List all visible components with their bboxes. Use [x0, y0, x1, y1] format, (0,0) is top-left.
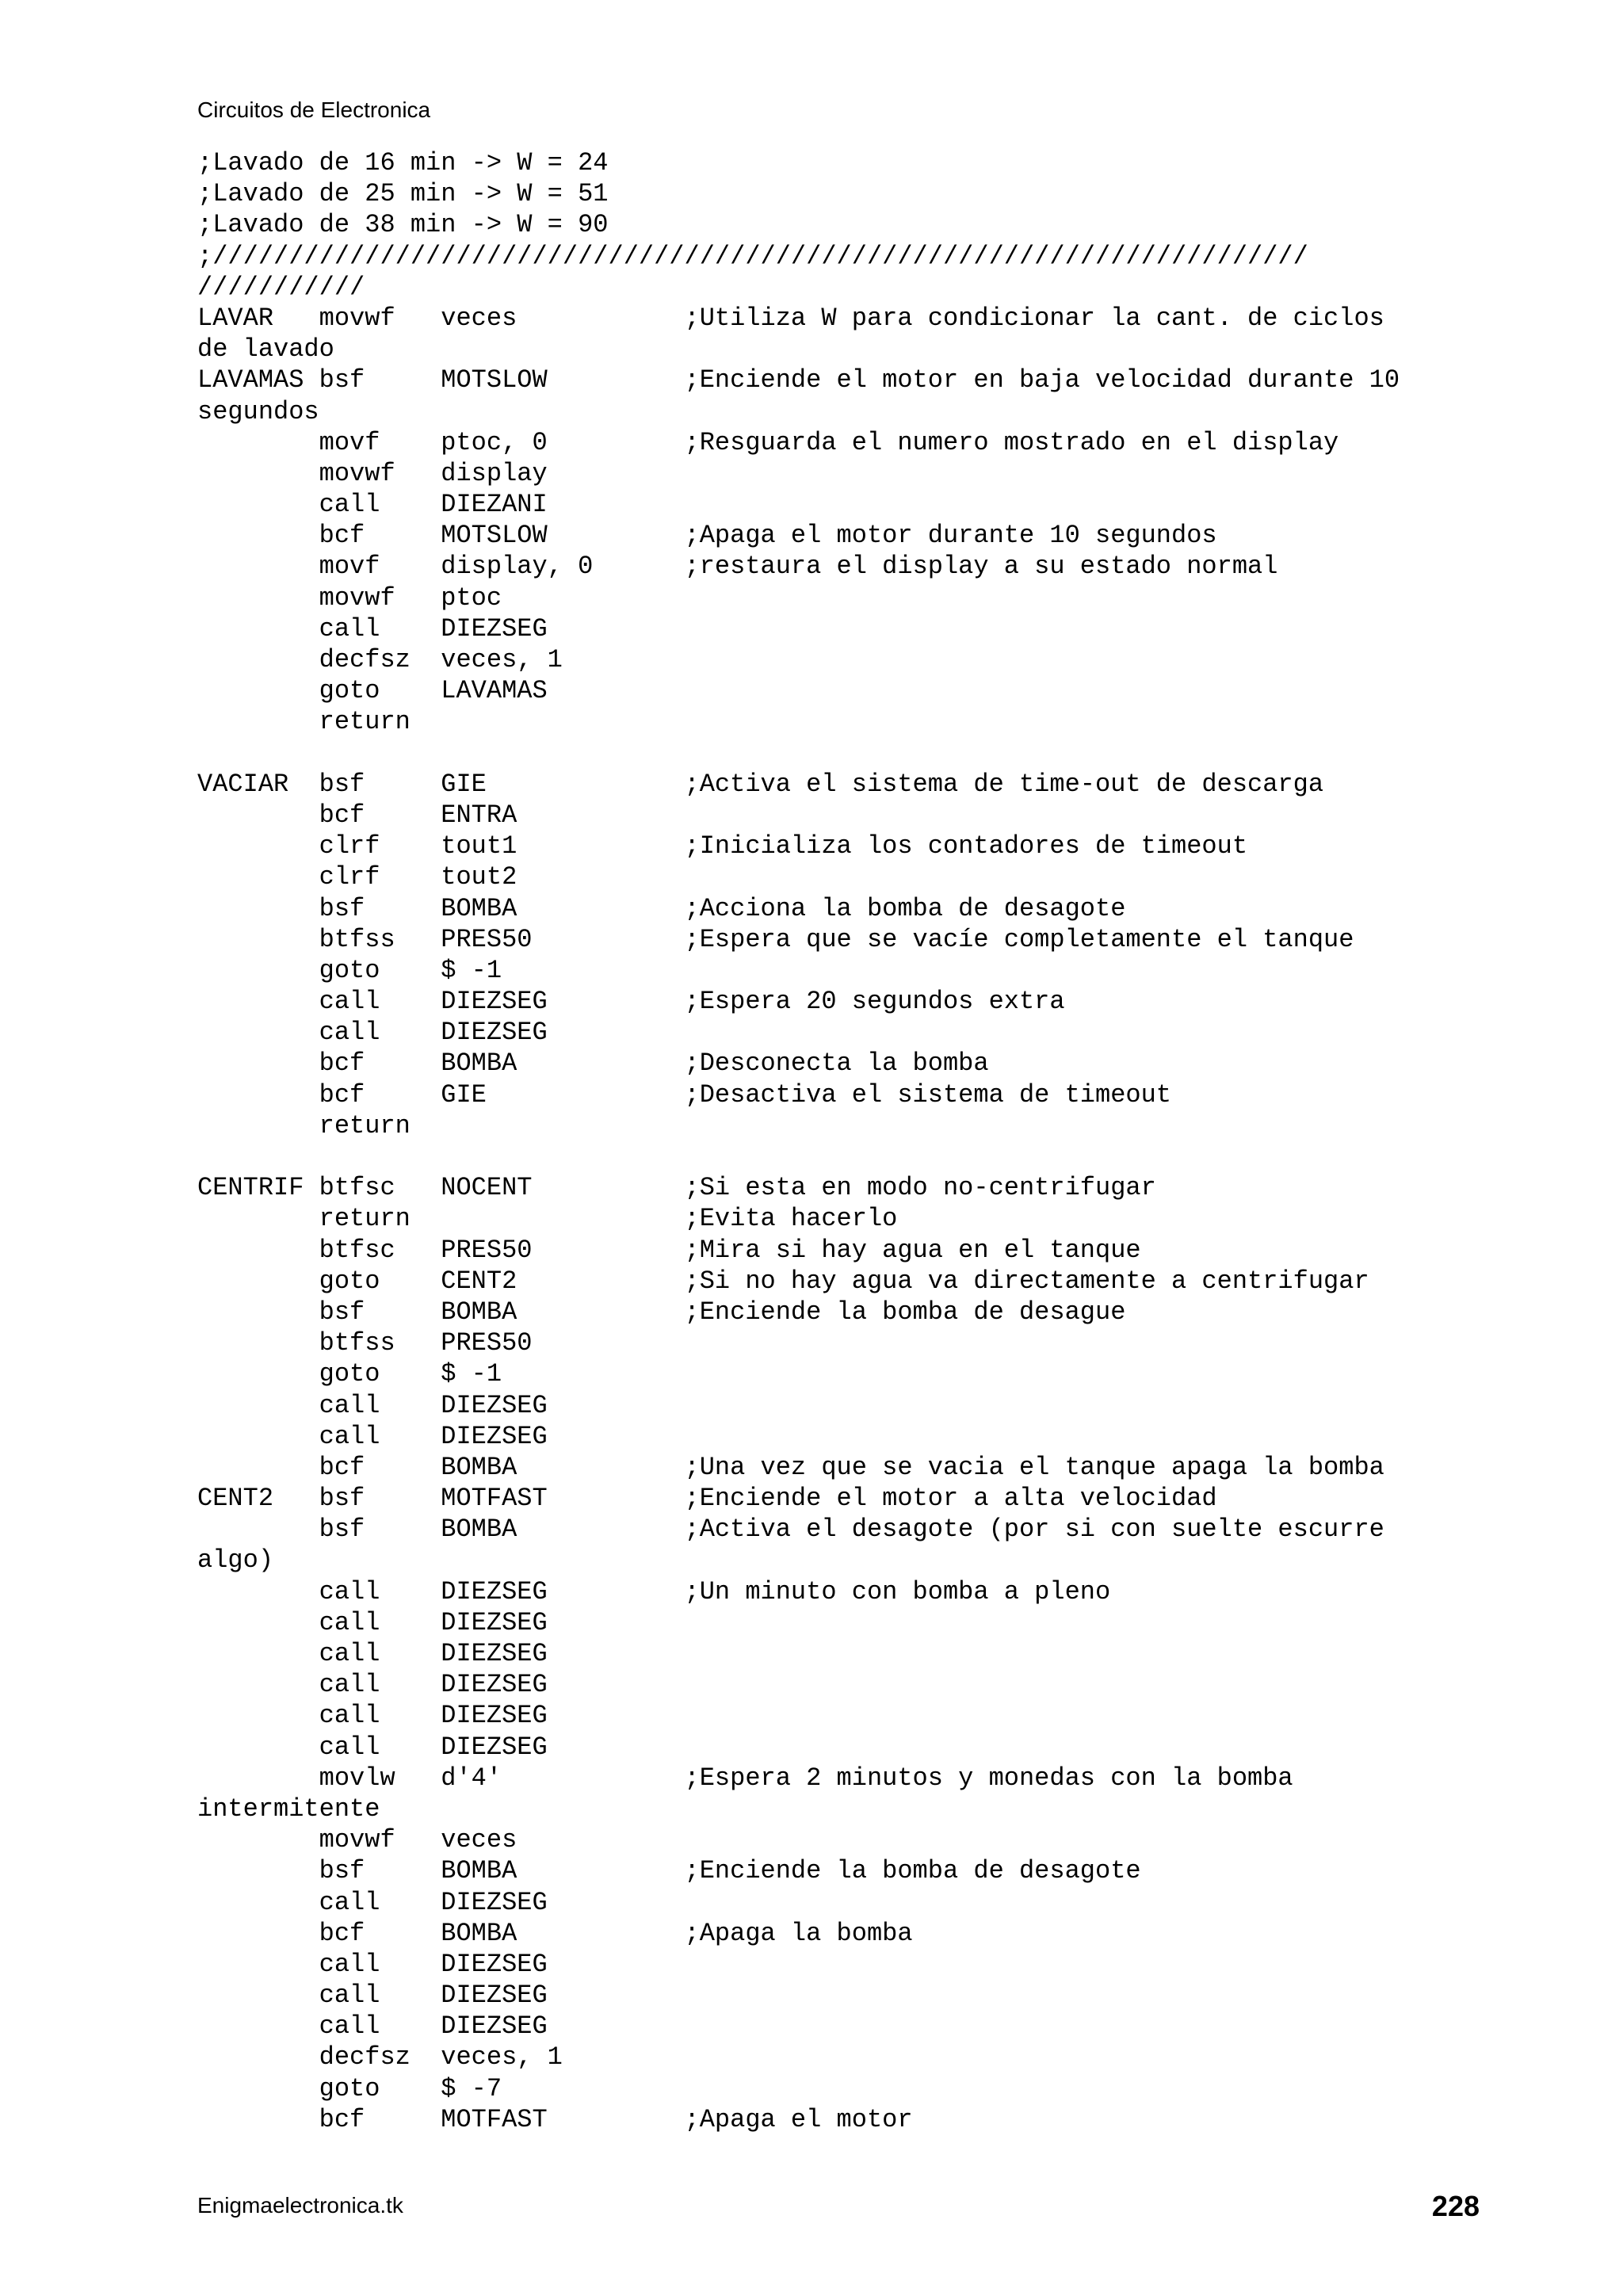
code-line: LAVAMAS bsf MOTSLOW ;Enciende el motor en baja velocidad durante 10	[197, 365, 1400, 395]
code-line: algo)	[197, 1545, 274, 1576]
code-line: bcf MOTFAST ;Apaga el motor	[197, 2104, 913, 2134]
code-line: ;Lavado de 16 min -> W = 24	[197, 148, 609, 178]
code-line: call DIEZANI	[197, 490, 548, 520]
code-line: VACIAR bsf GIE ;Activa el sistema de time-out de descarga	[197, 769, 1324, 799]
code-line: bcf BOMBA ;Una vez que se vacia el tanque apaga la bomba	[197, 1452, 1384, 1482]
code-line: bcf BOMBA ;Desconecta la bomba	[197, 1049, 989, 1079]
code-line: bcf BOMBA ;Apaga la bomba	[197, 1918, 913, 1948]
code-line: call DIEZSEG	[197, 1639, 548, 1668]
code-line: movwf display	[197, 458, 548, 488]
code-line: goto LAVAMAS	[197, 676, 548, 706]
code-line: bcf MOTSLOW ;Apaga el motor durante 10 segundos	[197, 521, 1217, 551]
code-line: return	[197, 707, 411, 737]
code-line: CENTRIF btfsc NOCENT ;Si esta en modo no-centrifugar	[197, 1173, 1156, 1203]
code-line	[197, 738, 1481, 769]
code-line: movlw d'4' ;Espera 2 minutos y monedas con la bomba	[197, 1763, 1293, 1793]
code-line: goto CENT2 ;Si no hay agua va directamente a centrifugar	[197, 1266, 1369, 1296]
code-line: de lavado	[197, 334, 334, 365]
code-line: segundos	[197, 396, 319, 426]
code-line: decfsz veces, 1	[197, 2042, 563, 2073]
code-line	[197, 1141, 1481, 1172]
code-line: decfsz veces, 1	[197, 645, 563, 674]
code-line: call DIEZSEG	[197, 1701, 548, 1731]
code-line: CENT2 bsf MOTFAST ;Enciende el motor a alta velocidad	[197, 1484, 1217, 1514]
code-line: ;Lavado de 38 min -> W = 90	[197, 210, 609, 240]
code-line: return	[197, 1110, 411, 1140]
code-line: call DIEZSEG	[197, 1390, 548, 1420]
code-line: call DIEZSEG	[197, 1607, 548, 1637]
code-line: ;Lavado de 25 min -> W = 51	[197, 179, 609, 209]
assembly-code-listing	[197, 147, 1481, 2135]
code-line: clrf tout1 ;Inicializa los contadores de timeout	[197, 831, 1248, 861]
code-line: ///////////	[197, 272, 365, 302]
footer-site-name: Enigmaelectronica.tk	[197, 2193, 403, 2218]
code-line: call DIEZSEG	[197, 1421, 548, 1451]
code-line: call DIEZSEG	[197, 1981, 548, 2011]
page-number: 228	[1431, 2190, 1480, 2222]
code-line: movwf veces	[197, 1825, 517, 1855]
code-line: call DIEZSEG	[197, 2011, 548, 2042]
code-line: call DIEZSEG	[197, 613, 548, 644]
code-line: movf ptoc, 0 ;Resguarda el numero mostrado en el display	[197, 427, 1339, 457]
code-line: btfss PRES50	[197, 1328, 533, 1358]
code-line: call DIEZSEG ;Un minuto con bomba a pleno	[197, 1576, 1111, 1606]
code-line: intermitente	[197, 1794, 380, 1824]
code-line: ;////////////////////////////////////////////////////////////////////////	[197, 241, 1308, 271]
code-line: bsf BOMBA ;Enciende la bomba de desagote	[197, 1856, 1141, 1886]
code-line: movf display, 0 ;restaura el display a su estado normal	[197, 552, 1278, 582]
code-line: bsf BOMBA ;Enciende la bomba de desague	[197, 1297, 1126, 1327]
code-line: call DIEZSEG	[197, 1949, 548, 1979]
code-line: bcf ENTRA	[197, 800, 517, 830]
code-line: clrf tout2	[197, 862, 517, 892]
code-line: bsf BOMBA ;Activa el desagote (por si con suelte escurre	[197, 1515, 1384, 1545]
code-line: call DIEZSEG	[197, 1018, 548, 1048]
code-line: goto $ -1	[197, 1359, 502, 1389]
code-line: bsf BOMBA ;Acciona la bomba de desagote	[197, 893, 1126, 923]
code-line: call DIEZSEG	[197, 1732, 548, 1762]
code-line: movwf ptoc	[197, 583, 502, 613]
code-line: bcf GIE ;Desactiva el sistema de timeout	[197, 1079, 1171, 1110]
page-header-title: Circuitos de Electronica	[197, 97, 431, 122]
code-line: LAVAR movwf veces ;Utiliza W para condicionar la cant. de ciclos	[197, 303, 1384, 333]
code-line: btfsc PRES50 ;Mira si hay agua en el tanque	[197, 1235, 1141, 1265]
code-line: call DIEZSEG ;Espera 20 segundos extra	[197, 987, 1065, 1017]
code-line: btfss PRES50 ;Espera que se vacíe completamente el tanque	[197, 924, 1354, 954]
code-line: call DIEZSEG	[197, 1670, 548, 1700]
code-line: call DIEZSEG	[197, 1887, 548, 1917]
code-line: goto $ -1	[197, 955, 502, 985]
code-line: goto $ -7	[197, 2073, 502, 2103]
code-line: return ;Evita hacerlo	[197, 1204, 898, 1234]
